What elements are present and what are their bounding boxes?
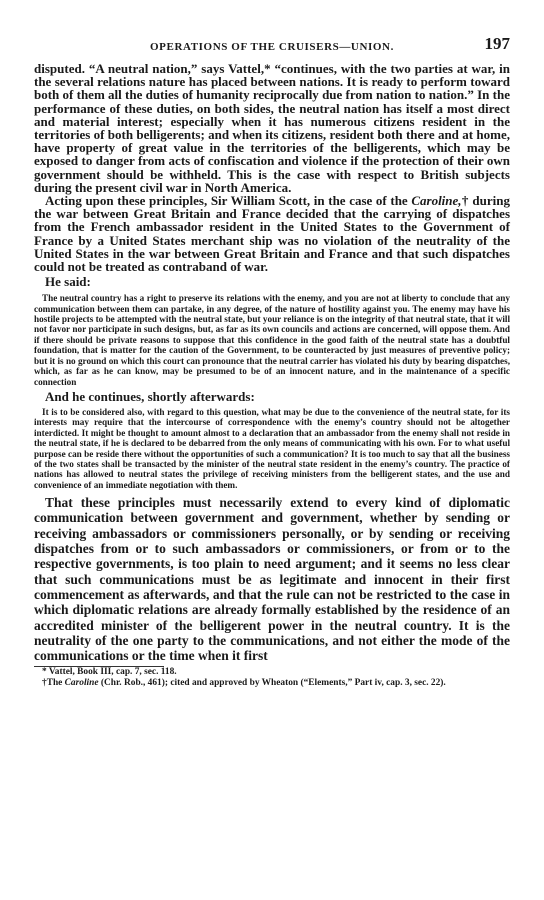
footnote-caroline-rest: (Chr. Rob., 461); cited and approved by Wheaton (“Elements,” Part iv, cap. 3, sec. 22). [98, 678, 446, 689]
footnote-caroline-lead: †The [42, 678, 65, 689]
footnote-case-name: Caroline [64, 678, 99, 689]
paragraph-principles: That these principles must necessarily extend to every kind of diplomatic communication between government and government, whether by sending or receiving ambassadors or commissioners personally, or by sending or receiving dispatches from or to such ambassadors or commissioners, or from or to the respective governments, is too plain to need argument; and it seems no less clear that such communications must be as legitimate and innocent in their first commencement as afterwards, and that the rule can not be restricted to the case in which diplomatic relations are already formally established by the residence of an accredited minister of the belligerent power in the neutral country. It is the neutrality of the one party to the communications, and not either the mode of the communications or the time when it first [34, 495, 510, 664]
paragraph-caroline [34, 194, 510, 273]
paragraph-caroline-lead: Acting upon these principles, Sir William Scott, in the case of the [45, 193, 412, 209]
he-said-line: He said: [45, 274, 91, 290]
block-quote-neutral-country: The neutral country has a right to preserve its relations with the enemy, and you are not at liberty to conclude that any communication between them can partake, in any degree, of the nature of hostility against you. The enemy may have his hostile projects to be attempted with the neutral state, but your reliance is on the integrity of that neutral state, that it will not favor nor participate in such designs, but, as far as its own councils and actions are concerned, will oppose them. And if there should be private reasons to suppose that this confidence in the good faith of the neutral state has a doubtful foundation, that is matter for the caution of the Government, to be counteracted by just measures of preventive policy; but it is no ground on which this court can pronounce that the neutral carrier has violated his duty by bearing dispatches, which, as far as he can know, may be presumed to be of an innocent nature, and in the maintenance of a specific connection [34, 293, 510, 387]
page-number: 197 [484, 34, 510, 53]
book-page [34, 34, 511, 689]
continues-line: And he continues, shortly afterwards: [45, 388, 255, 404]
footnote-caroline [34, 678, 510, 689]
paragraph-vattel: disputed. “A neutral nation,” says Vattel,* “continues, with the two parties at war, in the several relations nature has placed between nations. It is ready to perform toward both of them all the duties of humanity reciprocally due from nation to nation.” In the performance of these duties, on both sides, the neutral nation has itself a most direct and material interest; especially when it has numerous citizens resident in the territories of both belligerents; and when its citizens, resident both there and at home, have property of great value in the territories of the belligerents, which may be exposed to danger from acts of confiscation and violence if the protection of their own government should be withheld. This is the case with respect to British subjects during the present civil war in North America. [34, 61, 510, 195]
block-quote-convenience: It is to be considered also, with regard to this question, what may be due to the convenience of the neutral state, for its interests may require that the intercourse of correspondence with the enemy’s country should not be altogether interdicted. It might be thought to amount almost to a declaration that an ambassador from the enemy shall not reside in the neutral state, if he is declared to be debarred from the only means of communicating with his own. For to what useful purpose can be reside there without the opportunities of such a communication? It is too much to say that all the business of the two states shall be transacted by the minister of the neutral state resident in the enemy’s country. The practice of nations has allowed to neutral states the privilege of receiving ministers from the belligerent states, and the use and convenience of an immediate negotiation with them. [34, 406, 510, 490]
running-header [34, 34, 510, 62]
running-title: OPERATIONS OF THE CRUISERS—UNION. [150, 41, 394, 53]
footnote-vattel: * Vattel, Book III, cap. 7, sec. 118. [42, 667, 177, 678]
paragraph-caroline-rest: † during the war between Great Britain and France decided that the carrying of dispatches from the French ambassador resident in the United States to the Government of France by a United States merchant ship was no violation of the neutrality of the United States in the war between Great Britain and France and that such dispatches could not be treated as contraband of war. [34, 193, 511, 275]
case-name-caroline: Caroline, [411, 193, 462, 209]
